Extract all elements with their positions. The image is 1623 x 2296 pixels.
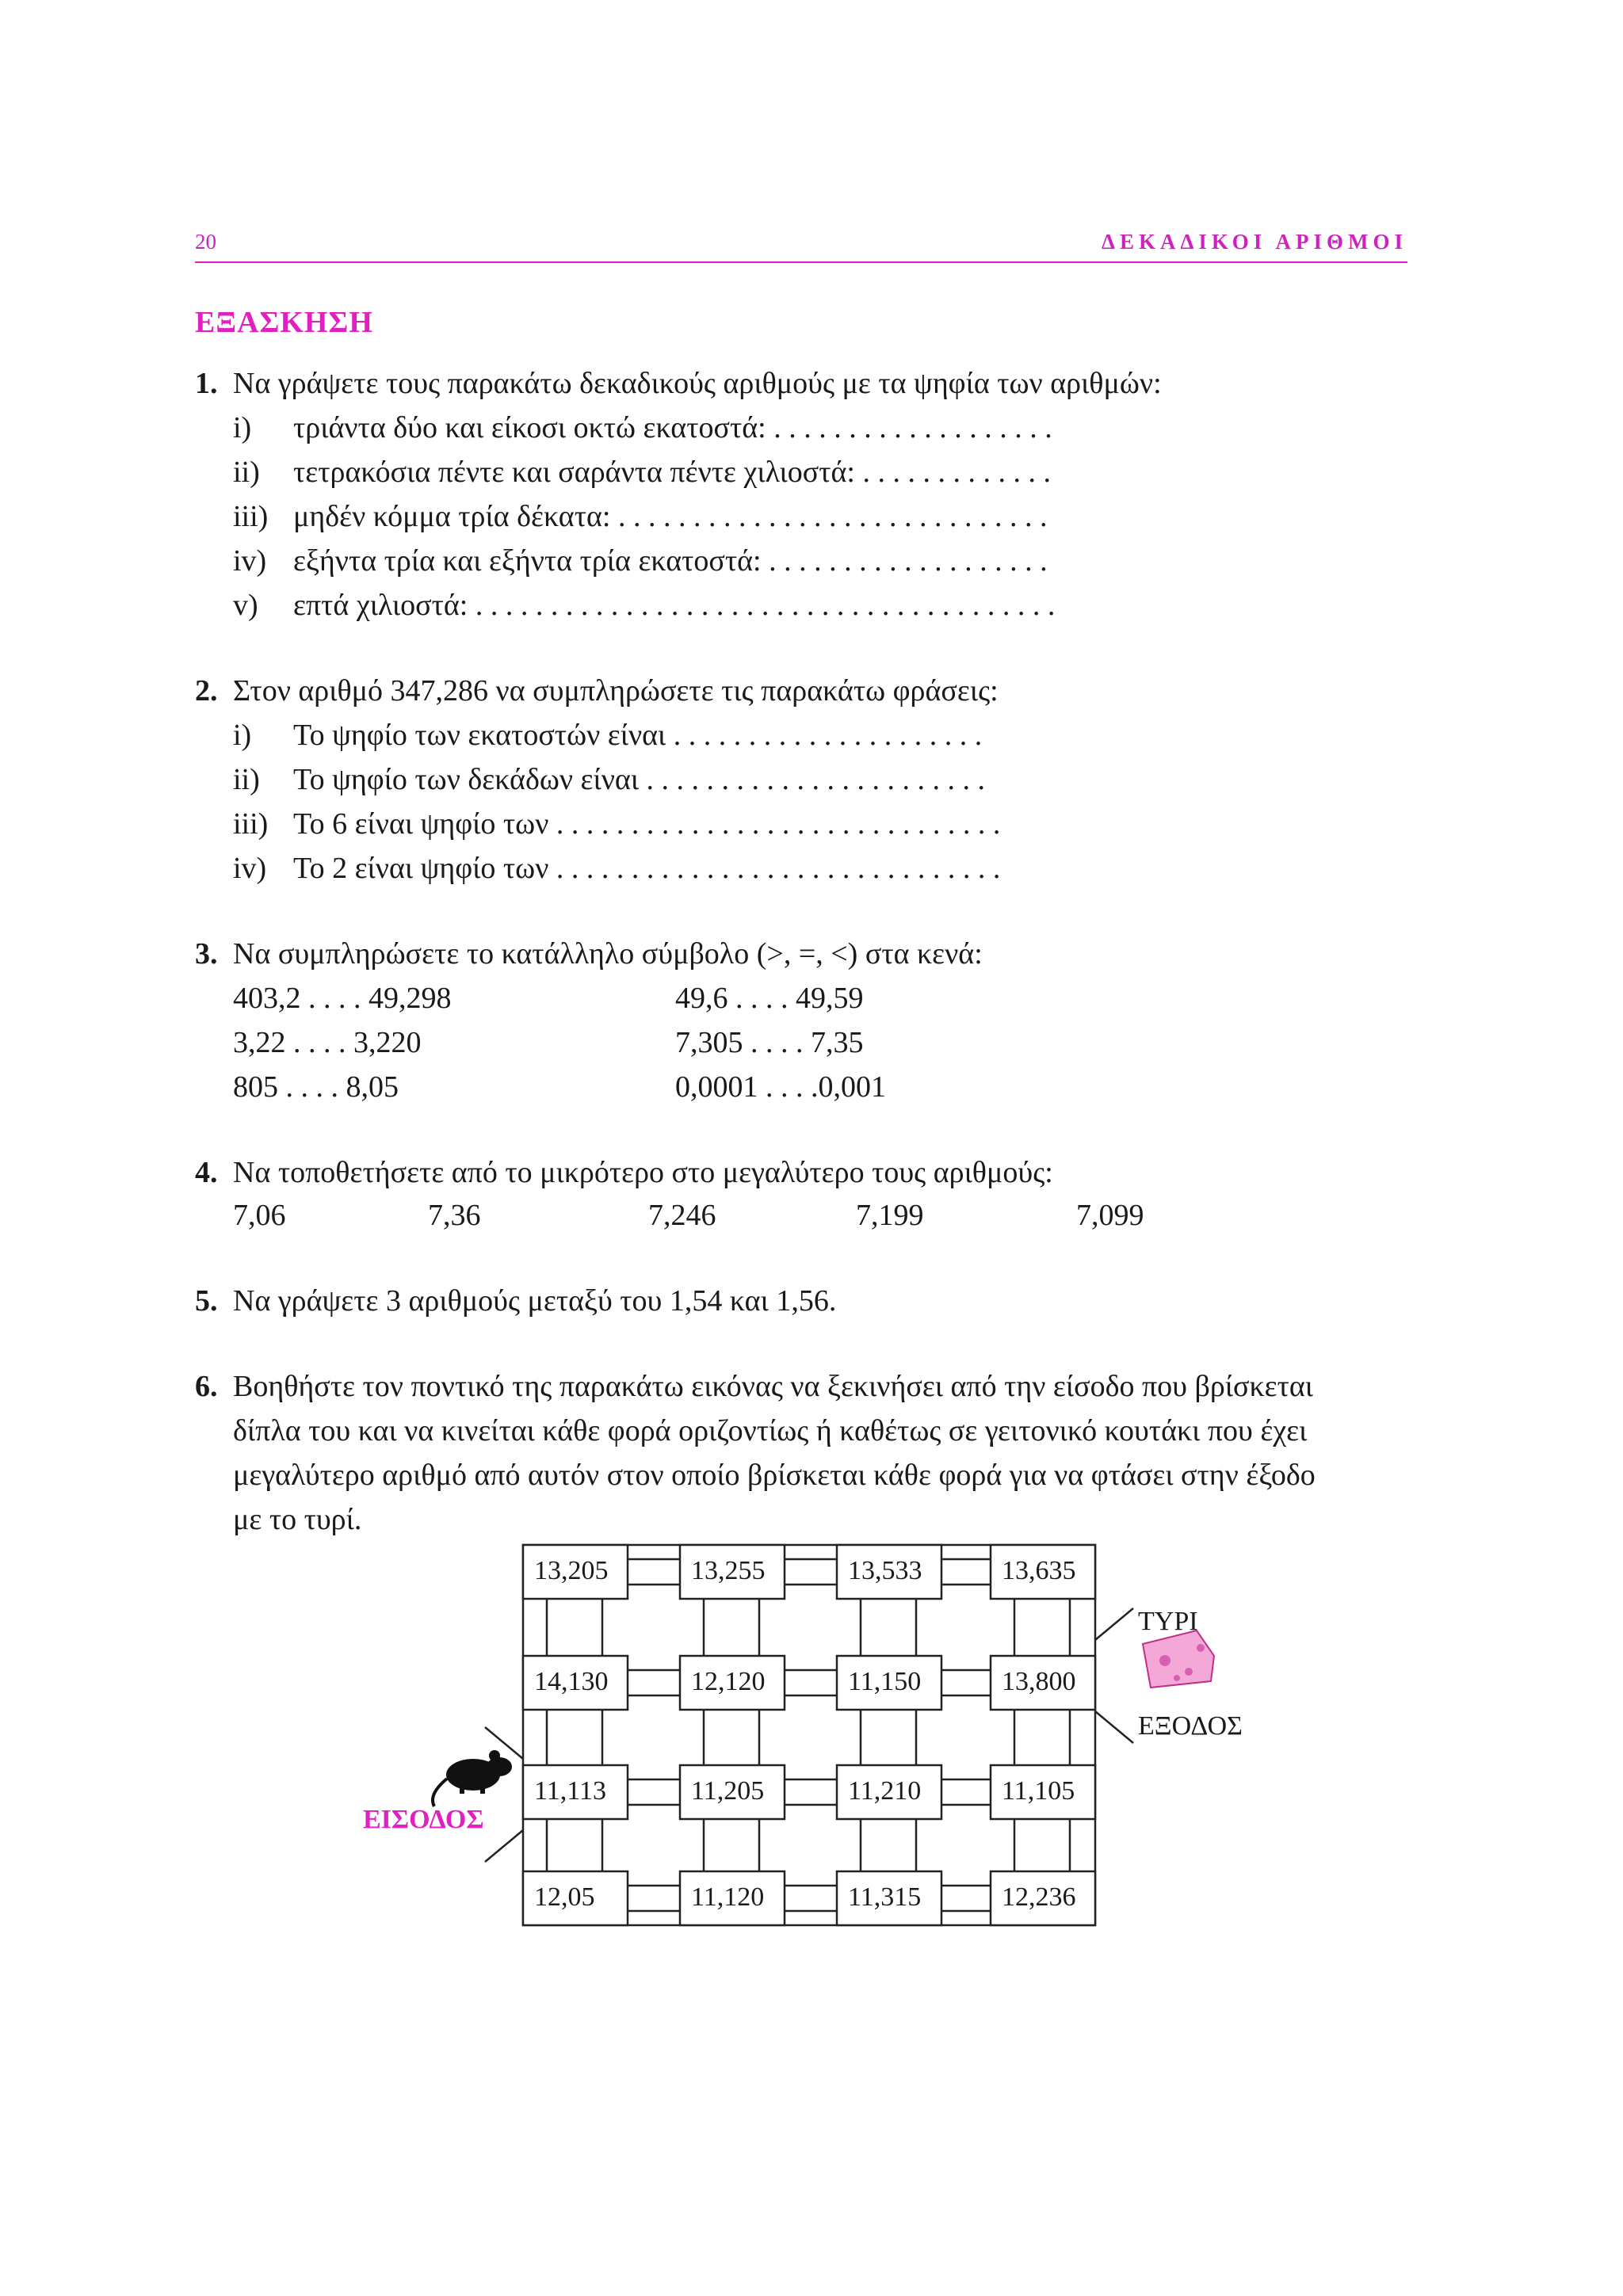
exercise-text-line: Βοηθήστε τον ποντικό της παρακάτω εικόνας να ξεκινήσει από την είσοδο που βρίσκεται	[233, 1370, 1314, 1403]
item-label: v)	[233, 589, 258, 622]
fill-in-item[interactable]: τετρακόσια πέντε και σαράντα πέντε χιλιοστά: . . . . . . . . . . . . .	[293, 456, 1051, 489]
section-title: ΕΞΑΣΚΗΣΗ	[195, 306, 373, 339]
maze-corridor-h	[941, 1670, 991, 1695]
exercise-text-line: δίπλα του και να κινείται κάθε φορά οριζοντίως ή καθέτως σε γειτονικό κουτάκι που έχει	[233, 1414, 1308, 1447]
number-value: 7,06	[233, 1199, 286, 1232]
maze-corridor-h	[941, 1559, 991, 1585]
entrance-line-bottom	[485, 1830, 523, 1862]
exercise-prompt: Να συμπληρώσετε το κατάλληλο σύμβολο (>, =, <) στα κενά:	[233, 937, 983, 971]
maze-corridor-v	[547, 1710, 602, 1765]
number-value: 7,36	[428, 1199, 481, 1232]
fill-in-item[interactable]: Το 2 είναι ψηφίο των . . . . . . . . . . . . . . . . . . . . . . . . . . . . . .	[293, 852, 1001, 885]
comparison-right[interactable]: 0,0001 . . . .0,001	[675, 1070, 886, 1104]
exit-line-bottom	[1095, 1711, 1133, 1743]
fill-in-item[interactable]: επτά χιλιοστά: . . . . . . . . . . . . . . . . . . . . . . . . . . . . . . . . . . . . . . .	[293, 589, 1056, 622]
maze-corridor-h	[785, 1886, 837, 1911]
mouse-icon	[433, 1750, 512, 1806]
exit-line-top	[1095, 1608, 1133, 1640]
number-value: 7,099	[1076, 1199, 1144, 1232]
maze-cell-value: 13,800	[1002, 1667, 1076, 1696]
cheese-label: ΤΥΡΙ	[1138, 1607, 1198, 1636]
maze-corridor-v	[861, 1599, 916, 1656]
exit-label: ΕΞΟΔΟΣ	[1138, 1711, 1243, 1741]
maze-cell-value: 13,635	[1002, 1556, 1076, 1585]
maze-corridor-h	[785, 1670, 837, 1695]
exercise-number: 1.	[195, 367, 218, 400]
maze-cell-value: 11,315	[848, 1882, 922, 1912]
item-label: iv)	[233, 544, 267, 578]
exercise-prompt: Να γράψετε 3 αριθμούς μεταξύ του 1,54 και 1,56.	[233, 1284, 837, 1318]
item-label: iii)	[233, 500, 269, 533]
maze-corridor-h	[628, 1559, 680, 1585]
maze-cell-value: 12,120	[691, 1667, 766, 1696]
maze-corridor-h	[628, 1779, 680, 1805]
maze-corridor-v	[861, 1710, 916, 1765]
maze-corridor-v	[547, 1599, 602, 1656]
fill-in-item[interactable]: Το ψηφίο των δεκάδων είναι . . . . . . . . . . . . . . . . . . . . . . .	[293, 763, 986, 796]
exercise-text-line: μεγαλύτερο αριθμό από αυτόν στον οποίο βρίσκεται κάθε φορά για να φτάσει στην έξοδο	[233, 1459, 1316, 1492]
maze-corridor-h	[785, 1559, 837, 1585]
maze-corridor-v	[704, 1710, 759, 1765]
chapter-title: ΔΕΚΑΔΙΚΟΙ ΑΡΙΘΜΟΙ	[1102, 230, 1407, 254]
fill-in-item[interactable]: μηδέν κόμμα τρία δέκατα: . . . . . . . . . . . . . . . . . . . . . . . . . . . . .	[293, 500, 1048, 533]
exercise-text-line: με το τυρί.	[233, 1503, 362, 1536]
fill-in-item[interactable]: Το 6 είναι ψηφίο των . . . . . . . . . . . . . . . . . . . . . . . . . . . . . .	[293, 807, 1001, 841]
maze-corridor-h	[628, 1886, 680, 1911]
maze-cell-value: 12,05	[534, 1882, 595, 1912]
item-label: ii)	[233, 456, 260, 489]
item-label: i)	[233, 719, 252, 752]
comparison-right[interactable]: 7,305 . . . . 7,35	[675, 1026, 864, 1059]
exercise-number: 5.	[195, 1284, 218, 1318]
maze-corridor-v	[547, 1819, 602, 1871]
maze-cell-value: 11,205	[691, 1776, 765, 1806]
maze-corridor-v	[861, 1819, 916, 1871]
maze-cell-value: 11,120	[691, 1882, 765, 1912]
comparison-left[interactable]: 403,2 . . . . 49,298	[233, 982, 452, 1015]
maze-cell-value: 14,130	[534, 1667, 609, 1696]
exercise-number: 4.	[195, 1156, 218, 1189]
maze-cell-value: 13,255	[691, 1556, 766, 1585]
maze-cell-value: 13,533	[848, 1556, 922, 1585]
cheese-icon	[1143, 1630, 1214, 1688]
maze-corridor-h	[628, 1670, 680, 1695]
maze-cell-value: 11,113	[534, 1776, 606, 1806]
fill-in-item[interactable]: τριάντα δύο και είκοσι οκτώ εκατοστά: . . . . . . . . . . . . . . . . . . .	[293, 411, 1052, 444]
maze-cell-value: 11,105	[1002, 1776, 1075, 1806]
maze-cell-value: 11,150	[848, 1667, 922, 1696]
comparison-left[interactable]: 3,22 . . . . 3,220	[233, 1026, 422, 1059]
maze-corridor-v	[704, 1599, 759, 1656]
comparison-left[interactable]: 805 . . . . 8,05	[233, 1070, 399, 1104]
maze-corridor-h	[941, 1779, 991, 1805]
exercise-number: 6.	[195, 1370, 218, 1403]
exercise-prompt: Να τοποθετήσετε από το μικρότερο στο μεγαλύτερο τους αριθμούς:	[233, 1156, 1053, 1189]
entrance-label: ΕΙΣΟΔΟΣ	[363, 1805, 484, 1834]
maze-corridor-v	[1014, 1599, 1070, 1656]
maze-corridor-v	[1014, 1710, 1070, 1765]
maze-corridor-v	[1014, 1819, 1070, 1871]
maze-cell-value: 12,236	[1002, 1882, 1076, 1912]
maze-cell-value: 13,205	[534, 1556, 609, 1585]
fill-in-item[interactable]: Το ψηφίο των εκατοστών είναι . . . . . . . . . . . . . . . . . . . . .	[293, 719, 983, 752]
maze-corridor-h	[785, 1779, 837, 1805]
item-label: i)	[233, 411, 252, 444]
item-label: iv)	[233, 852, 267, 885]
exercise-number: 2.	[195, 674, 218, 707]
comparison-right[interactable]: 49,6 . . . . 49,59	[675, 982, 864, 1015]
number-value: 7,199	[856, 1199, 924, 1232]
item-label: iii)	[233, 807, 269, 841]
fill-in-item[interactable]: εξήντα τρία και εξήντα τρία εκατοστά: . . . . . . . . . . . . . . . . . . .	[293, 544, 1048, 578]
maze-outer-wall	[523, 1545, 1095, 1925]
page-number: 20	[195, 230, 216, 254]
number-value: 7,246	[648, 1199, 716, 1232]
maze-corridor-v	[704, 1819, 759, 1871]
exercise-prompt: Να γράψετε τους παρακάτω δεκαδικούς αριθμούς με τα ψηφία των αριθμών:	[233, 367, 1162, 400]
exercise-number: 3.	[195, 937, 218, 971]
maze-cell-value: 11,210	[848, 1776, 922, 1806]
maze-corridor-h	[941, 1886, 991, 1911]
exercise-prompt: Στον αριθμό 347,286 να συμπληρώσετε τις παρακάτω φράσεις:	[233, 674, 999, 707]
item-label: ii)	[233, 763, 260, 796]
